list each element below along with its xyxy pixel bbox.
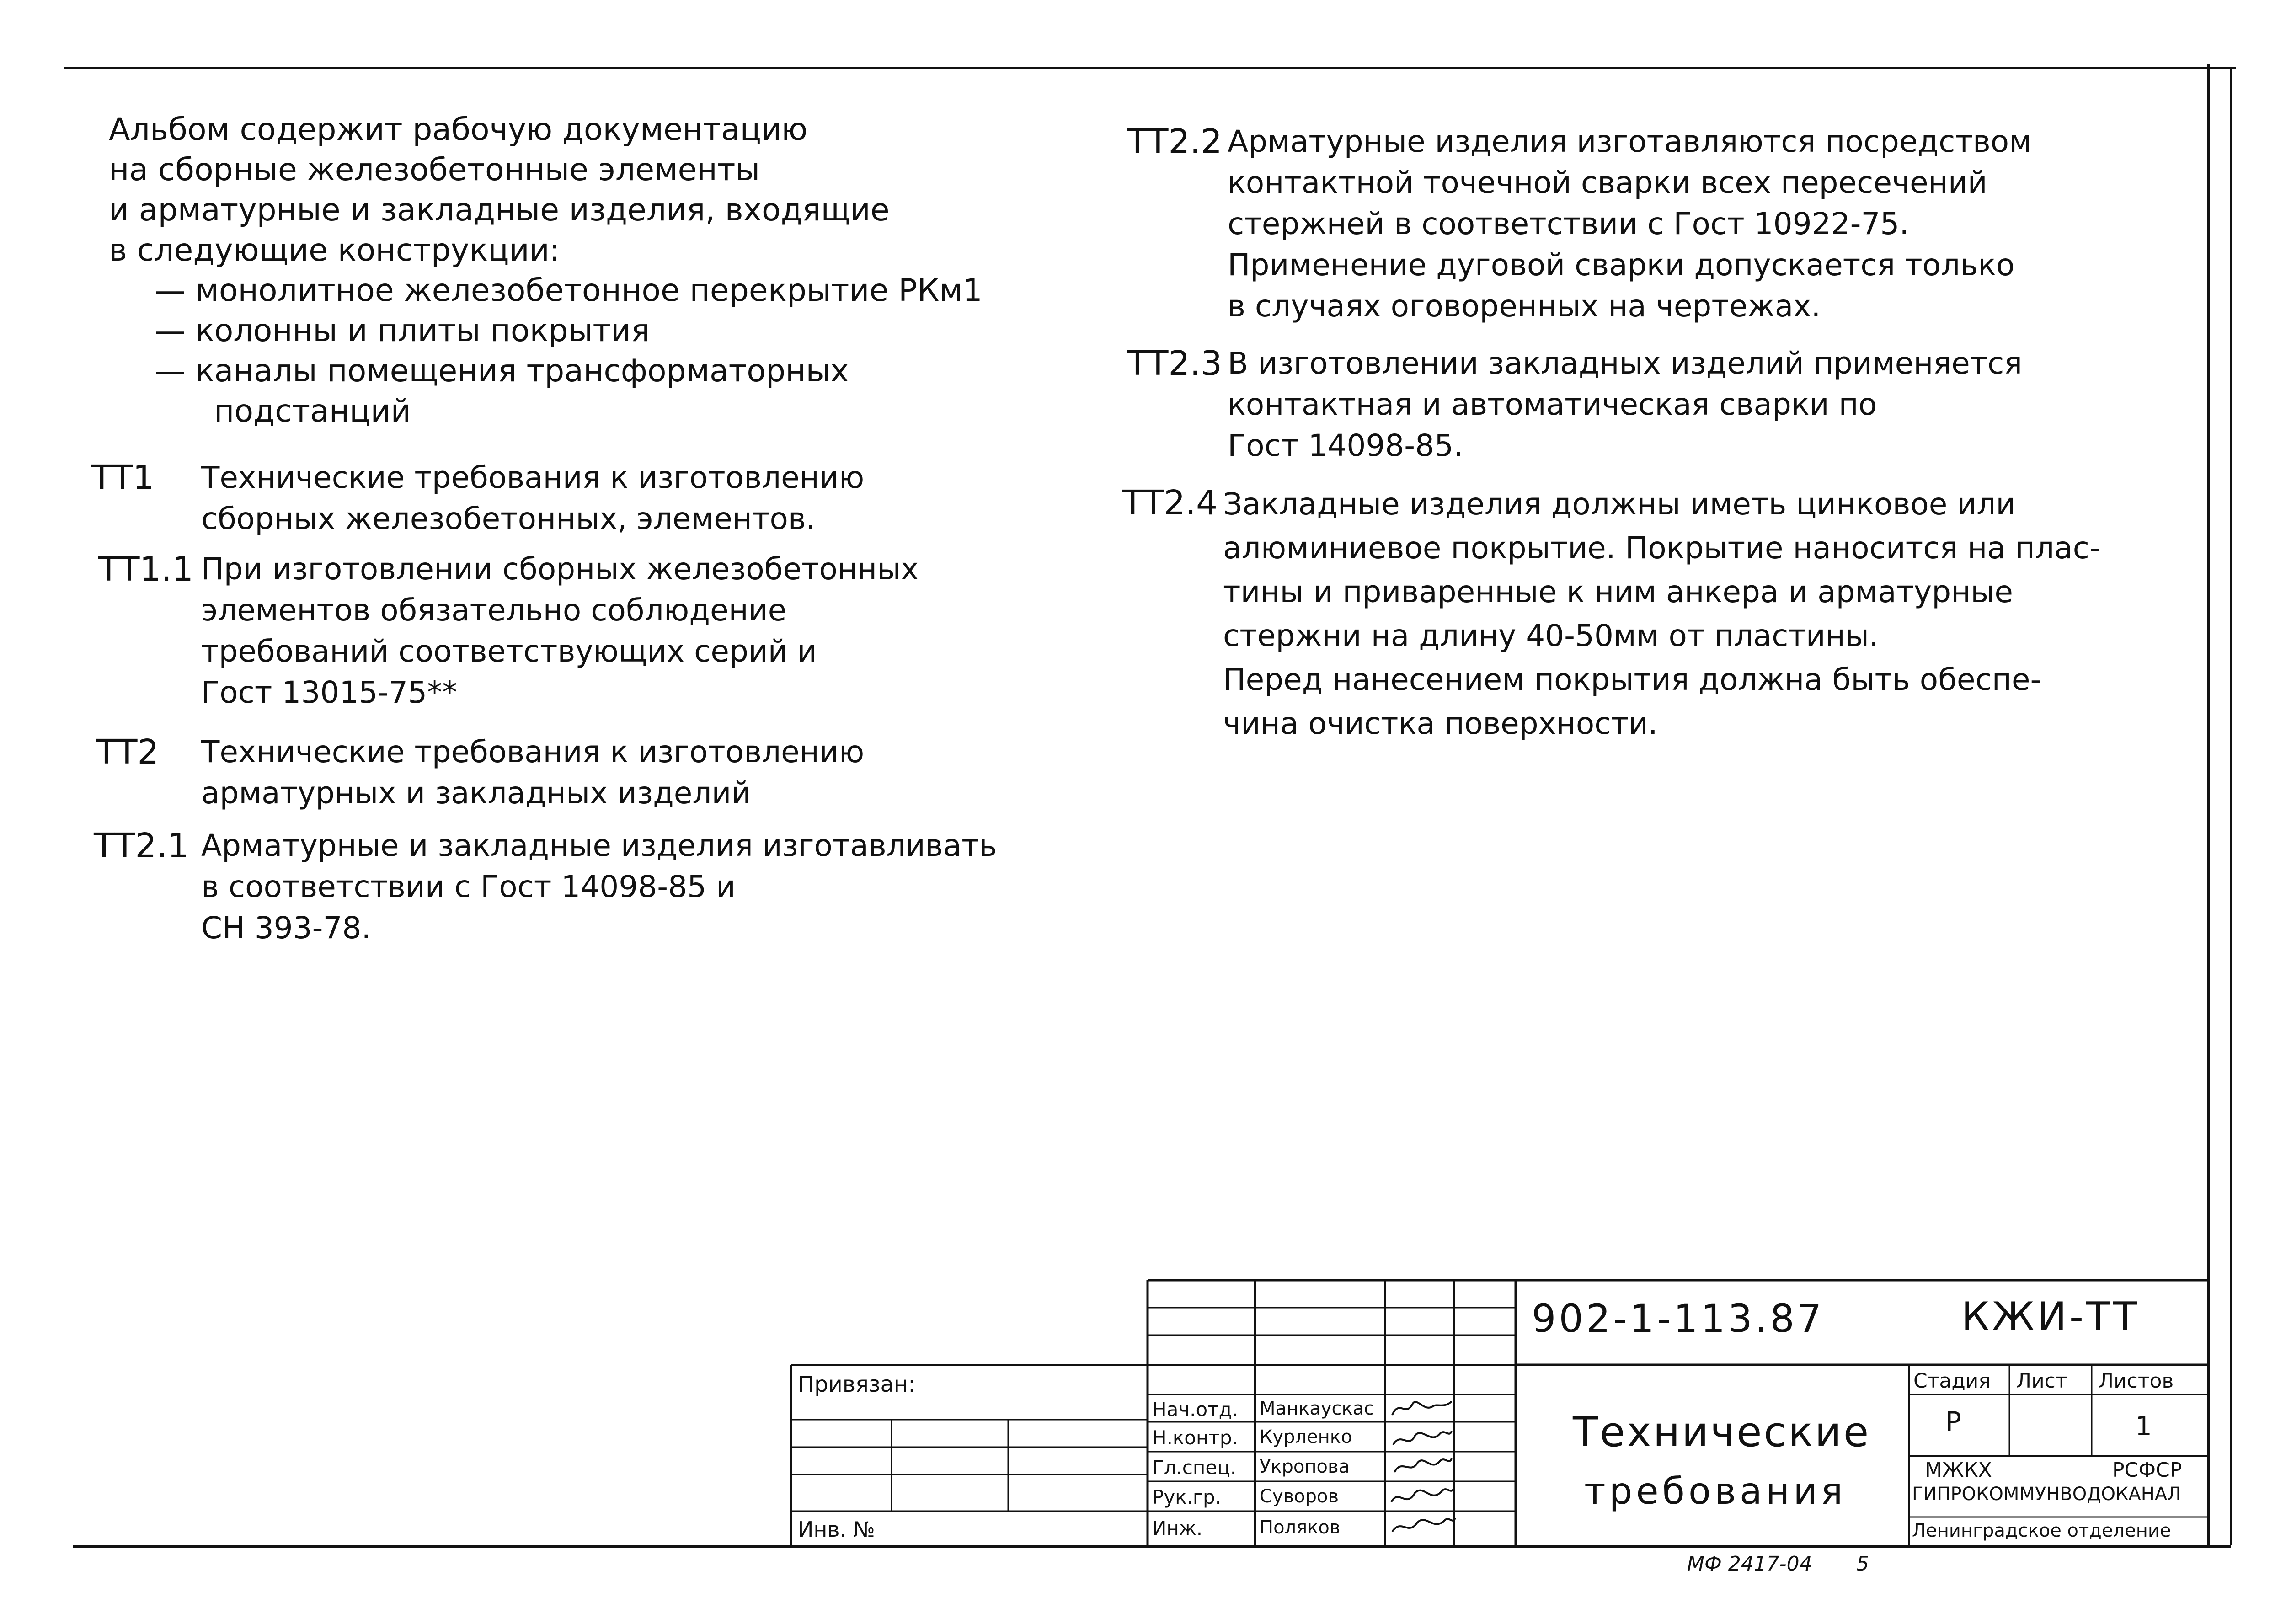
requirement-code: ТТ2.2: [1127, 122, 1223, 161]
privyazan-label: Привязан:: [798, 1372, 916, 1397]
requirement-code: ТТ2.1: [94, 826, 189, 865]
requirement-line: требований соответствующих серий и: [201, 634, 817, 669]
intro-line: Альбом содержит рабочую документацию: [109, 112, 808, 148]
intro-list-item: подстанций: [214, 393, 411, 429]
requirement-line: Гост 14098-85.: [1228, 428, 1463, 463]
requirement-line: СН 393-78.: [201, 910, 371, 946]
requirement-line: стержни на длину 40-50мм от пластины.: [1223, 618, 1879, 653]
staff-name: Курленко: [1260, 1426, 1352, 1448]
requirement-line: Применение дуговой сварки допускается только: [1228, 247, 2015, 283]
requirement-line: контактная и автоматическая сварки по: [1228, 387, 1877, 422]
requirement-line: в случаях оговоренных на чертежах.: [1228, 288, 1821, 324]
requirement-line: элементов обязательно соблюдение: [201, 593, 787, 628]
org-republic: РСФСР: [2112, 1458, 2182, 1482]
staff-name: Манкаускас: [1260, 1398, 1374, 1419]
requirement-code: ТТ1.1: [98, 550, 194, 589]
requirement-line: Перед нанесением покрытия должна быть обеспе-: [1223, 662, 2041, 697]
listov-label: Листов: [2099, 1369, 2174, 1393]
org-branch: Ленинградское отделение: [1912, 1520, 2171, 1541]
org-ministry: МЖКХ: [1925, 1458, 1992, 1482]
intro-line: в следующие конструкции:: [109, 232, 560, 268]
listov-value: 1: [2135, 1410, 2152, 1442]
document-code: КЖИ-ТТ: [1961, 1294, 2140, 1340]
requirement-line: арматурных и закладных изделий: [201, 775, 751, 811]
signature-marks: [1388, 1394, 1456, 1545]
requirement-line: тины и приваренные к ним анкера и арматурные: [1223, 574, 2013, 609]
requirement-line: При изготовлении сборных железобетонных: [201, 551, 919, 587]
requirement-line: Арматурные изделия изготавляются посредством: [1228, 124, 2032, 159]
org-institute: ГИПРОКОММУНВОДОКАНАЛ: [1912, 1484, 2181, 1505]
requirement-line: стержней в соответствии с Гост 10922-75.: [1228, 206, 1909, 241]
requirement-line: чина очистка поверхности.: [1223, 706, 1658, 741]
staff-role: Инж.: [1152, 1517, 1203, 1539]
list-label: Лист: [2016, 1369, 2067, 1393]
requirement-code: ТТ2: [96, 732, 159, 772]
inv-number-label: Инв. №: [798, 1517, 875, 1542]
requirement-line: В изготовлении закладных изделий применяется: [1228, 346, 2023, 381]
requirement-line: Гост 13015-75**: [201, 675, 458, 710]
intro-list-item: — колонны и плиты покрытия: [155, 313, 650, 349]
staff-role: Гл.спец.: [1152, 1456, 1237, 1479]
staff-name: Суворов: [1260, 1486, 1339, 1507]
staff-name: Поляков: [1260, 1517, 1341, 1538]
requirement-code: ТТ2.3: [1127, 344, 1223, 383]
staff-role: Рук.гр.: [1152, 1486, 1221, 1508]
stadia-value: Р: [1945, 1406, 1961, 1437]
requirement-line: сборных железобетонных, элементов.: [201, 501, 816, 536]
intro-line: на сборные железобетонные элементы: [109, 152, 760, 188]
requirement-code: ТТ2.4: [1122, 483, 1218, 523]
sheet-index: 5: [1856, 1552, 1869, 1576]
sheet-title-line2: требования: [1584, 1470, 1847, 1512]
requirement-line: Закладные изделия должны иметь цинковое или: [1223, 486, 2016, 522]
document-number: 902-1-113.87: [1532, 1296, 1825, 1341]
requirement-line: в соответствии с Гост 14098-85 и: [201, 869, 736, 904]
intro-list-item: — каналы помещения трансформаторных: [155, 353, 849, 389]
requirement-line: Арматурные и закладные изделия изготавливать: [201, 828, 997, 863]
staff-role: Н.контр.: [1152, 1426, 1238, 1449]
requirement-line: Технические требования к изготовлению: [201, 460, 865, 495]
sheet-title-line1: Технические: [1573, 1408, 1871, 1456]
requirement-line: контактной точечной сварки всех пересечений: [1228, 165, 1987, 200]
intro-list-item: — монолитное железобетонное перекрытие РКм1: [155, 272, 983, 309]
staff-role: Нач.отд.: [1152, 1398, 1239, 1421]
stadia-label: Стадия: [1913, 1369, 1991, 1393]
archive-number: МФ 2417-04: [1687, 1552, 1812, 1576]
requirement-code: ТТ1: [91, 458, 155, 497]
requirement-line: алюминиевое покрытие. Покрытие наносится на плас-: [1223, 530, 2100, 566]
staff-name: Укропова: [1260, 1456, 1350, 1477]
requirement-line: Технические требования к изготовлению: [201, 734, 865, 769]
intro-line: и арматурные и закладные изделия, входящие: [109, 192, 890, 228]
